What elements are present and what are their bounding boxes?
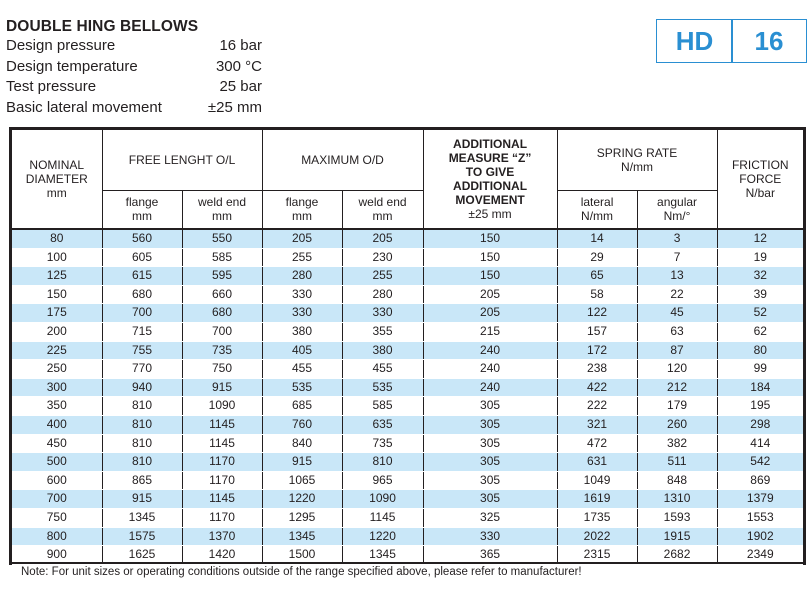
cell-nominal-diameter: 250 — [12, 360, 102, 379]
cell-additional-measure: 240 — [423, 378, 557, 397]
cell-max-od-weld-end: 455 — [342, 360, 423, 379]
cell-max-od-flange: 280 — [262, 267, 342, 286]
cell-free-length-flange: 865 — [102, 471, 182, 490]
cell-spring-rate-lateral: 422 — [557, 378, 637, 397]
spec-value: 16 bar — [219, 37, 262, 54]
header-additional-measure: ADDITIONAL MEASURE “Z” TO GIVE ADDITIONAL MOVEMENT ±25 mm — [423, 130, 557, 229]
cell-max-od-flange: 1345 — [262, 527, 342, 546]
cell-friction-force: 184 — [717, 378, 803, 397]
header-nominal-diameter: NOMINAL DIAMETER mm — [12, 130, 102, 229]
spec-label: Test pressure — [6, 78, 97, 95]
cell-spring-rate-angular: 120 — [637, 360, 717, 379]
cell-spring-rate-angular: 511 — [637, 453, 717, 472]
cell-max-od-flange: 205 — [262, 229, 342, 248]
cell-free-length-flange: 755 — [102, 341, 182, 360]
header-spring-rate-angular: angular Nm/° — [637, 191, 717, 230]
table-row — [12, 453, 803, 472]
cell-max-od-flange: 455 — [262, 360, 342, 379]
header-free-length-flange: flange mm — [102, 191, 182, 230]
cell-additional-measure: 305 — [423, 453, 557, 472]
table-row — [12, 304, 803, 323]
cell-max-od-weld-end: 330 — [342, 304, 423, 323]
cell-max-od-flange: 1065 — [262, 471, 342, 490]
cell-additional-measure: 325 — [423, 508, 557, 527]
cell-nominal-diameter: 600 — [12, 471, 102, 490]
spec-value: 25 bar — [219, 78, 262, 95]
cell-free-length-flange: 700 — [102, 304, 182, 323]
cell-additional-measure: 150 — [423, 267, 557, 286]
table-row — [12, 471, 803, 490]
table-row — [12, 341, 803, 360]
cell-nominal-diameter: 900 — [12, 546, 102, 565]
cell-free-length-flange: 810 — [102, 434, 182, 453]
cell-nominal-diameter: 150 — [12, 285, 102, 304]
pressure-class-badge: 16 — [731, 19, 807, 63]
cell-friction-force: 298 — [717, 415, 803, 434]
cell-spring-rate-lateral: 1735 — [557, 508, 637, 527]
table-row — [12, 285, 803, 304]
cell-max-od-weld-end: 1345 — [342, 546, 423, 565]
cell-free-length-flange: 770 — [102, 360, 182, 379]
cell-nominal-diameter: 500 — [12, 453, 102, 472]
cell-spring-rate-lateral: 631 — [557, 453, 637, 472]
cell-additional-measure: 330 — [423, 527, 557, 546]
cell-max-od-flange: 330 — [262, 304, 342, 323]
cell-spring-rate-lateral: 58 — [557, 285, 637, 304]
cell-max-od-weld-end: 965 — [342, 471, 423, 490]
header-spring-rate: SPRING RATE N/mm — [557, 130, 717, 191]
cell-spring-rate-lateral: 222 — [557, 397, 637, 416]
cell-free-length-flange: 810 — [102, 397, 182, 416]
cell-friction-force: 414 — [717, 434, 803, 453]
cell-additional-measure: 150 — [423, 248, 557, 267]
table-row — [12, 508, 803, 527]
cell-max-od-weld-end: 255 — [342, 267, 423, 286]
cell-free-length-weld-end: 1170 — [182, 508, 262, 527]
cell-max-od-flange: 1295 — [262, 508, 342, 527]
cell-spring-rate-angular: 1310 — [637, 490, 717, 509]
cell-spring-rate-angular: 1915 — [637, 527, 717, 546]
cell-free-length-flange: 715 — [102, 322, 182, 341]
cell-spring-rate-angular: 212 — [637, 378, 717, 397]
cell-friction-force: 12 — [717, 229, 803, 248]
cell-nominal-diameter: 225 — [12, 341, 102, 360]
cell-free-length-weld-end: 660 — [182, 285, 262, 304]
cell-max-od-weld-end: 1145 — [342, 508, 423, 527]
cell-free-length-weld-end: 700 — [182, 322, 262, 341]
spec-label: Design temperature — [6, 58, 138, 75]
cell-free-length-weld-end: 1090 — [182, 397, 262, 416]
cell-spring-rate-angular: 22 — [637, 285, 717, 304]
cell-free-length-weld-end: 1145 — [182, 490, 262, 509]
cell-spring-rate-angular: 45 — [637, 304, 717, 323]
cell-spring-rate-angular: 7 — [637, 248, 717, 267]
cell-max-od-weld-end: 735 — [342, 434, 423, 453]
cell-friction-force: 195 — [717, 397, 803, 416]
cell-max-od-flange: 380 — [262, 322, 342, 341]
spec-test-pressure — [6, 78, 262, 97]
specification-table — [9, 127, 806, 565]
cell-friction-force: 1902 — [717, 527, 803, 546]
cell-spring-rate-lateral: 321 — [557, 415, 637, 434]
cell-spring-rate-lateral: 1049 — [557, 471, 637, 490]
cell-nominal-diameter: 100 — [12, 248, 102, 267]
cell-max-od-flange: 685 — [262, 397, 342, 416]
cell-nominal-diameter: 800 — [12, 527, 102, 546]
cell-max-od-flange: 330 — [262, 285, 342, 304]
cell-max-od-weld-end: 535 — [342, 378, 423, 397]
cell-free-length-weld-end: 1145 — [182, 434, 262, 453]
header-spring-rate-lateral: lateral N/mm — [557, 191, 637, 230]
cell-free-length-weld-end: 595 — [182, 267, 262, 286]
cell-nominal-diameter: 125 — [12, 267, 102, 286]
table-row — [12, 248, 803, 267]
cell-spring-rate-lateral: 29 — [557, 248, 637, 267]
cell-additional-measure: 150 — [423, 229, 557, 248]
cell-additional-measure: 305 — [423, 415, 557, 434]
cell-free-length-weld-end: 1420 — [182, 546, 262, 565]
cell-friction-force: 2349 — [717, 546, 803, 565]
cell-spring-rate-angular: 3 — [637, 229, 717, 248]
cell-additional-measure: 205 — [423, 285, 557, 304]
cell-friction-force: 869 — [717, 471, 803, 490]
header-max-od-flange: flange mm — [262, 191, 342, 230]
cell-free-length-weld-end: 1170 — [182, 453, 262, 472]
spec-value: ±25 mm — [207, 99, 262, 116]
cell-max-od-weld-end: 585 — [342, 397, 423, 416]
cell-spring-rate-angular: 1593 — [637, 508, 717, 527]
cell-spring-rate-angular: 848 — [637, 471, 717, 490]
cell-additional-measure: 365 — [423, 546, 557, 565]
cell-free-length-weld-end: 1145 — [182, 415, 262, 434]
cell-free-length-flange: 915 — [102, 490, 182, 509]
table-row — [12, 267, 803, 286]
spec-basic-lateral-movement — [6, 99, 262, 118]
cell-additional-measure: 240 — [423, 360, 557, 379]
cell-spring-rate-lateral: 157 — [557, 322, 637, 341]
cell-nominal-diameter: 350 — [12, 397, 102, 416]
cell-free-length-flange: 615 — [102, 267, 182, 286]
cell-free-length-weld-end: 585 — [182, 248, 262, 267]
cell-additional-measure: 240 — [423, 341, 557, 360]
cell-friction-force: 542 — [717, 453, 803, 472]
cell-max-od-weld-end: 380 — [342, 341, 423, 360]
table-row — [12, 434, 803, 453]
cell-nominal-diameter: 175 — [12, 304, 102, 323]
cell-free-length-flange: 1625 — [102, 546, 182, 565]
cell-max-od-flange: 915 — [262, 453, 342, 472]
cell-spring-rate-lateral: 14 — [557, 229, 637, 248]
cell-free-length-flange: 560 — [102, 229, 182, 248]
cell-spring-rate-angular: 87 — [637, 341, 717, 360]
cell-spring-rate-lateral: 2022 — [557, 527, 637, 546]
cell-additional-measure: 305 — [423, 397, 557, 416]
cell-friction-force: 32 — [717, 267, 803, 286]
cell-additional-measure: 215 — [423, 322, 557, 341]
cell-max-od-flange: 535 — [262, 378, 342, 397]
cell-nominal-diameter: 200 — [12, 322, 102, 341]
cell-max-od-weld-end: 355 — [342, 322, 423, 341]
cell-friction-force: 19 — [717, 248, 803, 267]
cell-free-length-weld-end: 735 — [182, 341, 262, 360]
cell-spring-rate-angular: 179 — [637, 397, 717, 416]
cell-nominal-diameter: 700 — [12, 490, 102, 509]
cell-free-length-weld-end: 915 — [182, 378, 262, 397]
table-row — [12, 490, 803, 509]
cell-max-od-weld-end: 1090 — [342, 490, 423, 509]
cell-spring-rate-lateral: 65 — [557, 267, 637, 286]
cell-spring-rate-angular: 260 — [637, 415, 717, 434]
table-row — [12, 415, 803, 434]
cell-max-od-weld-end: 1220 — [342, 527, 423, 546]
page-title: DOUBLE HING BELLOWS — [6, 18, 199, 35]
table-row — [12, 322, 803, 341]
spec-label: Basic lateral movement — [6, 99, 162, 116]
header-maximum-od: MAXIMUM O/D — [262, 130, 423, 191]
cell-friction-force: 52 — [717, 304, 803, 323]
cell-max-od-flange: 1220 — [262, 490, 342, 509]
table-row — [12, 378, 803, 397]
table-row — [12, 360, 803, 379]
spec-design-temperature — [6, 58, 262, 77]
cell-spring-rate-angular: 382 — [637, 434, 717, 453]
cell-spring-rate-lateral: 172 — [557, 341, 637, 360]
cell-free-length-weld-end: 1170 — [182, 471, 262, 490]
cell-additional-measure: 305 — [423, 471, 557, 490]
cell-additional-measure: 305 — [423, 434, 557, 453]
cell-spring-rate-angular: 2682 — [637, 546, 717, 565]
cell-spring-rate-lateral: 122 — [557, 304, 637, 323]
cell-friction-force: 39 — [717, 285, 803, 304]
table-row — [12, 229, 803, 248]
header-max-od-weld-end: weld end mm — [342, 191, 423, 230]
cell-free-length-weld-end: 1370 — [182, 527, 262, 546]
cell-free-length-flange: 940 — [102, 378, 182, 397]
cell-free-length-weld-end: 550 — [182, 229, 262, 248]
cell-max-od-weld-end: 635 — [342, 415, 423, 434]
table-row — [12, 527, 803, 546]
cropped-top-text-remnant — [0, 0, 811, 4]
cell-free-length-weld-end: 680 — [182, 304, 262, 323]
cell-max-od-flange: 840 — [262, 434, 342, 453]
cell-friction-force: 80 — [717, 341, 803, 360]
cell-free-length-flange: 680 — [102, 285, 182, 304]
cell-nominal-diameter: 400 — [12, 415, 102, 434]
header-free-length-weld-end: weld end mm — [182, 191, 262, 230]
cell-max-od-flange: 405 — [262, 341, 342, 360]
cell-spring-rate-angular: 63 — [637, 322, 717, 341]
cell-free-length-flange: 1345 — [102, 508, 182, 527]
cell-max-od-weld-end: 810 — [342, 453, 423, 472]
cell-spring-rate-lateral: 238 — [557, 360, 637, 379]
cell-friction-force: 62 — [717, 322, 803, 341]
cell-free-length-flange: 810 — [102, 453, 182, 472]
cell-nominal-diameter: 450 — [12, 434, 102, 453]
product-code-badge: HD — [656, 19, 733, 63]
cell-additional-measure: 305 — [423, 490, 557, 509]
spec-value: 300 °C — [215, 58, 262, 75]
cell-nominal-diameter: 300 — [12, 378, 102, 397]
cell-spring-rate-lateral: 2315 — [557, 546, 637, 565]
cell-friction-force: 99 — [717, 360, 803, 379]
header-friction-force: FRICTION FORCE N/bar — [717, 130, 803, 229]
cell-max-od-weld-end: 280 — [342, 285, 423, 304]
cell-free-length-weld-end: 750 — [182, 360, 262, 379]
cell-max-od-weld-end: 230 — [342, 248, 423, 267]
cell-max-od-flange: 255 — [262, 248, 342, 267]
cell-free-length-flange: 1575 — [102, 527, 182, 546]
cell-additional-measure: 205 — [423, 304, 557, 323]
spec-label: Design pressure — [6, 37, 116, 54]
header-free-length: FREE LENGHT O/L — [102, 130, 262, 191]
cell-free-length-flange: 810 — [102, 415, 182, 434]
cell-max-od-weld-end: 205 — [342, 229, 423, 248]
cell-friction-force: 1553 — [717, 508, 803, 527]
cell-spring-rate-lateral: 472 — [557, 434, 637, 453]
cell-friction-force: 1379 — [717, 490, 803, 509]
table-row — [12, 546, 803, 565]
cell-max-od-flange: 760 — [262, 415, 342, 434]
cell-spring-rate-lateral: 1619 — [557, 490, 637, 509]
cell-max-od-flange: 1500 — [262, 546, 342, 565]
table-row — [12, 397, 803, 416]
spec-design-pressure — [6, 37, 262, 56]
cell-free-length-flange: 605 — [102, 248, 182, 267]
cell-nominal-diameter: 750 — [12, 508, 102, 527]
cell-spring-rate-angular: 13 — [637, 267, 717, 286]
cell-nominal-diameter: 80 — [12, 229, 102, 248]
footnote: Note: For unit sizes or operating conditions outside of the range specified above, please refer to manufacturer! — [21, 566, 582, 578]
